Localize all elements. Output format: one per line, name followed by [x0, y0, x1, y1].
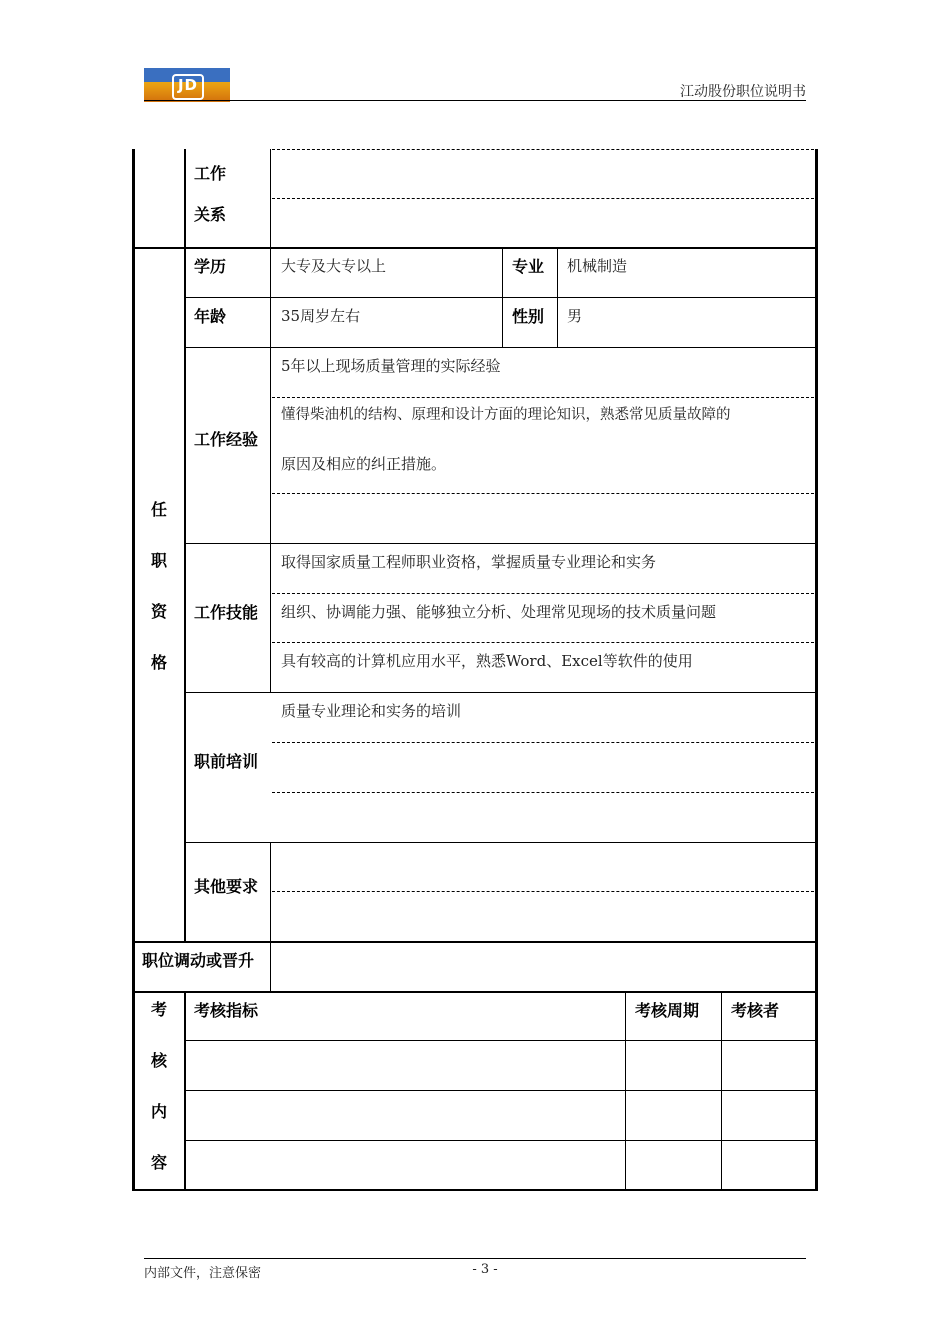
skills-label: 工作技能 — [194, 603, 259, 622]
major-value: 机械制造 — [567, 257, 628, 275]
section-char: 核 — [150, 1051, 167, 1070]
header-rule — [144, 100, 806, 101]
section-char: 职 — [150, 551, 167, 570]
logo-lettering: JD — [177, 76, 199, 94]
gender-label: 性别 — [512, 307, 545, 326]
skills-line: 具有较高的计算机应用水平，熟悉Word、Excel等软件的使用 — [281, 652, 693, 670]
section-char: 容 — [150, 1153, 167, 1172]
education-value: 大专及大专以上 — [281, 257, 387, 275]
section-char: 资 — [150, 602, 167, 621]
experience-line: 原因及相应的纠正措施。 — [281, 455, 447, 473]
skills-line: 取得国家质量工程师职业资格，掌握质量专业理论和实务 — [281, 553, 657, 571]
education-label: 学历 — [194, 257, 227, 276]
assessment-indicator-header: 考核指标 — [194, 1001, 259, 1020]
section-char: 任 — [150, 500, 167, 519]
assessment-cycle-header: 考核周期 — [635, 1001, 700, 1020]
experience-line: 5年以上现场质量管理的实际经验 — [281, 357, 501, 375]
other-requirements-label: 其他要求 — [194, 877, 259, 896]
gender-value: 男 — [567, 307, 583, 325]
age-value: 35周岁左右 — [281, 307, 361, 325]
major-label: 专业 — [512, 257, 545, 276]
skills-line: 组织、协调能力强、能够独立分析、处理常见现场的技术质量问题 — [281, 603, 717, 621]
work-relations-label-1: 工作 — [194, 164, 227, 183]
assessment-section-title — [146, 997, 172, 1173]
experience-label: 工作经验 — [194, 430, 259, 449]
footer-confidential-note: 内部文件，注意保密 — [144, 1266, 262, 1281]
training-line: 质量专业理论和实务的培训 — [281, 702, 462, 720]
qualifications-section-title — [146, 497, 172, 673]
footer-rule — [144, 1258, 806, 1259]
assessor-header: 考核者 — [731, 1001, 780, 1020]
work-relations-label-2: 关系 — [194, 205, 227, 224]
section-char: 格 — [150, 653, 167, 672]
page-number: - 3 - — [472, 1262, 498, 1277]
age-label: 年龄 — [194, 307, 227, 326]
section-char: 考 — [150, 1000, 167, 1019]
transfer-label: 职位调动或晋升 — [142, 951, 255, 970]
document-title: 江动股份职位说明书 — [680, 84, 806, 100]
section-char: 内 — [150, 1102, 167, 1121]
training-label: 职前培训 — [194, 752, 259, 771]
experience-line: 懂得柴油机的结构、原理和设计方面的理论知识，熟悉常见质量故障的 — [281, 407, 731, 423]
company-logo — [144, 68, 230, 102]
